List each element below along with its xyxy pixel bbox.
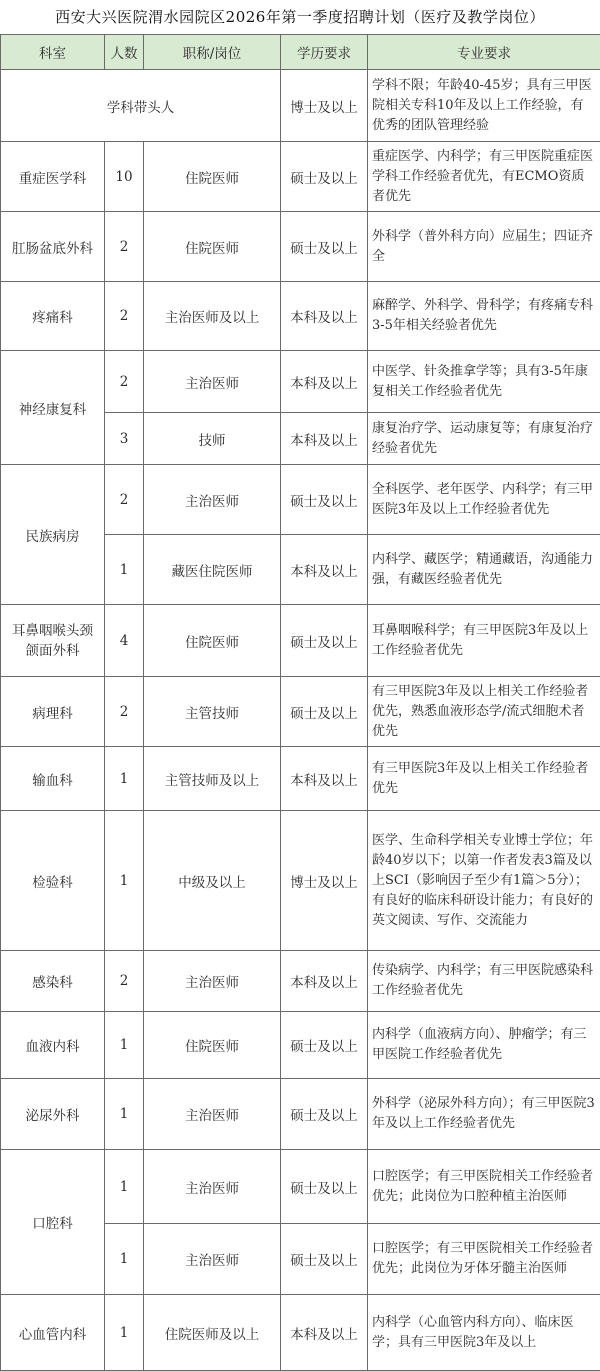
cell-count: 3 [105, 413, 144, 465]
cell-requirement: 内科学（血液病方向）、肿瘤学；有三甲医院工作经验者优先 [368, 1012, 600, 1079]
cell-education: 博士及以上 [281, 811, 368, 951]
cell-position: 藏医住院医师 [144, 535, 281, 605]
table-row [1, 351, 600, 413]
cell-dept: 感染科 [1, 951, 105, 1012]
cell-education: 本科及以上 [281, 747, 368, 811]
cell-education: 硕士及以上 [281, 465, 368, 535]
cell-count: 1 [105, 811, 144, 951]
table-row [1, 677, 600, 747]
cell-position: 住院医师及以上 [144, 1295, 281, 1371]
cell-requirement: 麻醉学、外科学、骨科学；有疼痛专科3-5年相关经验者优先 [368, 282, 600, 351]
cell-requirement: 内科学（心血管内科方向）、临床医学；具有三甲医院3年及以上 [368, 1295, 600, 1371]
cell-count: 1 [105, 1150, 144, 1224]
cell-dept: 肛肠盆底外科 [1, 212, 105, 282]
cell-position: 主治医师 [144, 1079, 281, 1150]
table-row [1, 1150, 600, 1224]
cell-count: 2 [105, 282, 144, 351]
table-row [1, 465, 600, 535]
cell-count: 2 [105, 465, 144, 535]
header-position: 职称/岗位 [144, 35, 281, 70]
cell-dept: 重症医学科 [1, 142, 105, 212]
cell-requirement: 口腔医学；有三甲医院相关工作经验者优先；此岗位为牙体牙髓主治医师 [368, 1224, 600, 1295]
cell-requirement: 外科学（普外科方向）应届生；四证齐全 [368, 212, 600, 282]
cell-requirement: 中医学、针灸推拿学等；具有3-5年康复相关工作经验者优先 [368, 351, 600, 413]
cell-count: 1 [105, 1012, 144, 1079]
cell-position: 主管技师 [144, 677, 281, 747]
cell-count: 1 [105, 1079, 144, 1150]
cell-dept: 血液内科 [1, 1012, 105, 1079]
cell-requirement: 医学、生命科学相关专业博士学位；年龄40岁以下；以第一作者发表3篇及以上SCI（影响因子至少有1篇＞5分）；有良好的临床科研设计能力；有良好的英文阅读、写作、交流能力 [368, 811, 600, 951]
table-row [1, 282, 600, 351]
cell-dept: 学科带头人 [1, 70, 281, 142]
cell-requirement: 学科不限；年龄40-45岁；具有三甲医院相关专科10年及以上工作经验，有优秀的团队管理经验 [368, 70, 600, 142]
cell-dept: 输血科 [1, 747, 105, 811]
table-row [1, 605, 600, 677]
cell-dept: 神经康复科 [1, 351, 105, 465]
cell-education: 本科及以上 [281, 951, 368, 1012]
cell-position: 主治医师 [144, 951, 281, 1012]
cell-position: 主治医师 [144, 351, 281, 413]
table-row [1, 142, 600, 212]
cell-dept: 泌尿外科 [1, 1079, 105, 1150]
cell-education: 本科及以上 [281, 535, 368, 605]
header-dept: 科室 [1, 35, 105, 70]
cell-education: 硕士及以上 [281, 1224, 368, 1295]
cell-education: 本科及以上 [281, 413, 368, 465]
cell-requirement: 康复治疗学、运动康复等；有康复治疗经验者优先 [368, 413, 600, 465]
cell-education: 本科及以上 [281, 282, 368, 351]
cell-position: 主管技师及以上 [144, 747, 281, 811]
cell-education: 本科及以上 [281, 1295, 368, 1371]
cell-education: 博士及以上 [281, 70, 368, 142]
cell-requirement: 内科学、藏医学；精通藏语，沟通能力强，有藏医经验者优先 [368, 535, 600, 605]
cell-requirement: 传染病学、内科学；有三甲医院感染科工作经验者优先 [368, 951, 600, 1012]
cell-education: 本科及以上 [281, 351, 368, 413]
cell-position: 住院医师 [144, 212, 281, 282]
header-count: 人数 [105, 35, 144, 70]
cell-education: 硕士及以上 [281, 605, 368, 677]
cell-position: 中级及以上 [144, 811, 281, 951]
cell-count: 2 [105, 677, 144, 747]
cell-position: 技师 [144, 413, 281, 465]
cell-dept: 民族病房 [1, 465, 105, 605]
cell-position: 住院医师 [144, 605, 281, 677]
cell-count: 10 [105, 142, 144, 212]
cell-dept: 口腔科 [1, 1150, 105, 1295]
cell-position: 主治医师 [144, 465, 281, 535]
cell-dept: 检验科 [1, 811, 105, 951]
cell-education: 硕士及以上 [281, 1012, 368, 1079]
header-education: 学历要求 [281, 35, 368, 70]
cell-position: 主治医师及以上 [144, 282, 281, 351]
cell-count: 2 [105, 951, 144, 1012]
cell-requirement: 全科医学、老年医学、内科学；有三甲医院3年及以上工作经验者优先 [368, 465, 600, 535]
cell-dept: 病理科 [1, 677, 105, 747]
table-row [1, 70, 600, 142]
header-requirement: 专业要求 [368, 35, 600, 70]
table-row [1, 1295, 600, 1371]
recruitment-table [0, 34, 600, 1371]
cell-count: 1 [105, 1295, 144, 1371]
cell-count: 1 [105, 1224, 144, 1295]
cell-requirement: 有三甲医院3年及以上相关工作经验者优先，熟悉血液形态学/流式细胞术者优先 [368, 677, 600, 747]
cell-dept: 心血管内科 [1, 1295, 105, 1371]
table-row [1, 951, 600, 1012]
cell-dept: 疼痛科 [1, 282, 105, 351]
table-row [1, 212, 600, 282]
cell-requirement: 有三甲医院3年及以上相关工作经验者优先 [368, 747, 600, 811]
table-row [1, 1079, 600, 1150]
table-row [1, 1012, 600, 1079]
cell-count: 2 [105, 212, 144, 282]
cell-requirement: 外科学（泌尿外科方向）；有三甲医院3年及以上工作经验者优先 [368, 1079, 600, 1150]
cell-requirement: 耳鼻咽喉科学；有三甲医院3年及以上工作经验者优先 [368, 605, 600, 677]
table-header-row [1, 35, 600, 70]
cell-position: 住院医师 [144, 1012, 281, 1079]
cell-education: 硕士及以上 [281, 212, 368, 282]
cell-count: 2 [105, 351, 144, 413]
cell-education: 硕士及以上 [281, 142, 368, 212]
cell-position: 住院医师 [144, 142, 281, 212]
cell-requirement: 重症医学、内科学；有三甲医院重症医学科工作经验者优先，有ECMO资质者优先 [368, 142, 600, 212]
cell-count: 1 [105, 535, 144, 605]
page-title: 西安大兴医院渭水园院区2026年第一季度招聘计划（医疗及教学岗位） [0, 0, 600, 34]
table-row [1, 811, 600, 951]
cell-count: 4 [105, 605, 144, 677]
cell-position: 主治医师 [144, 1224, 281, 1295]
cell-count: 1 [105, 747, 144, 811]
cell-education: 硕士及以上 [281, 1079, 368, 1150]
cell-education: 硕士及以上 [281, 677, 368, 747]
table-row [1, 747, 600, 811]
cell-dept: 耳鼻咽喉头颈颌面外科 [1, 605, 105, 677]
cell-position: 主治医师 [144, 1150, 281, 1224]
cell-requirement: 口腔医学；有三甲医院相关工作经验者优先；此岗位为口腔种植主治医师 [368, 1150, 600, 1224]
cell-education: 硕士及以上 [281, 1150, 368, 1224]
